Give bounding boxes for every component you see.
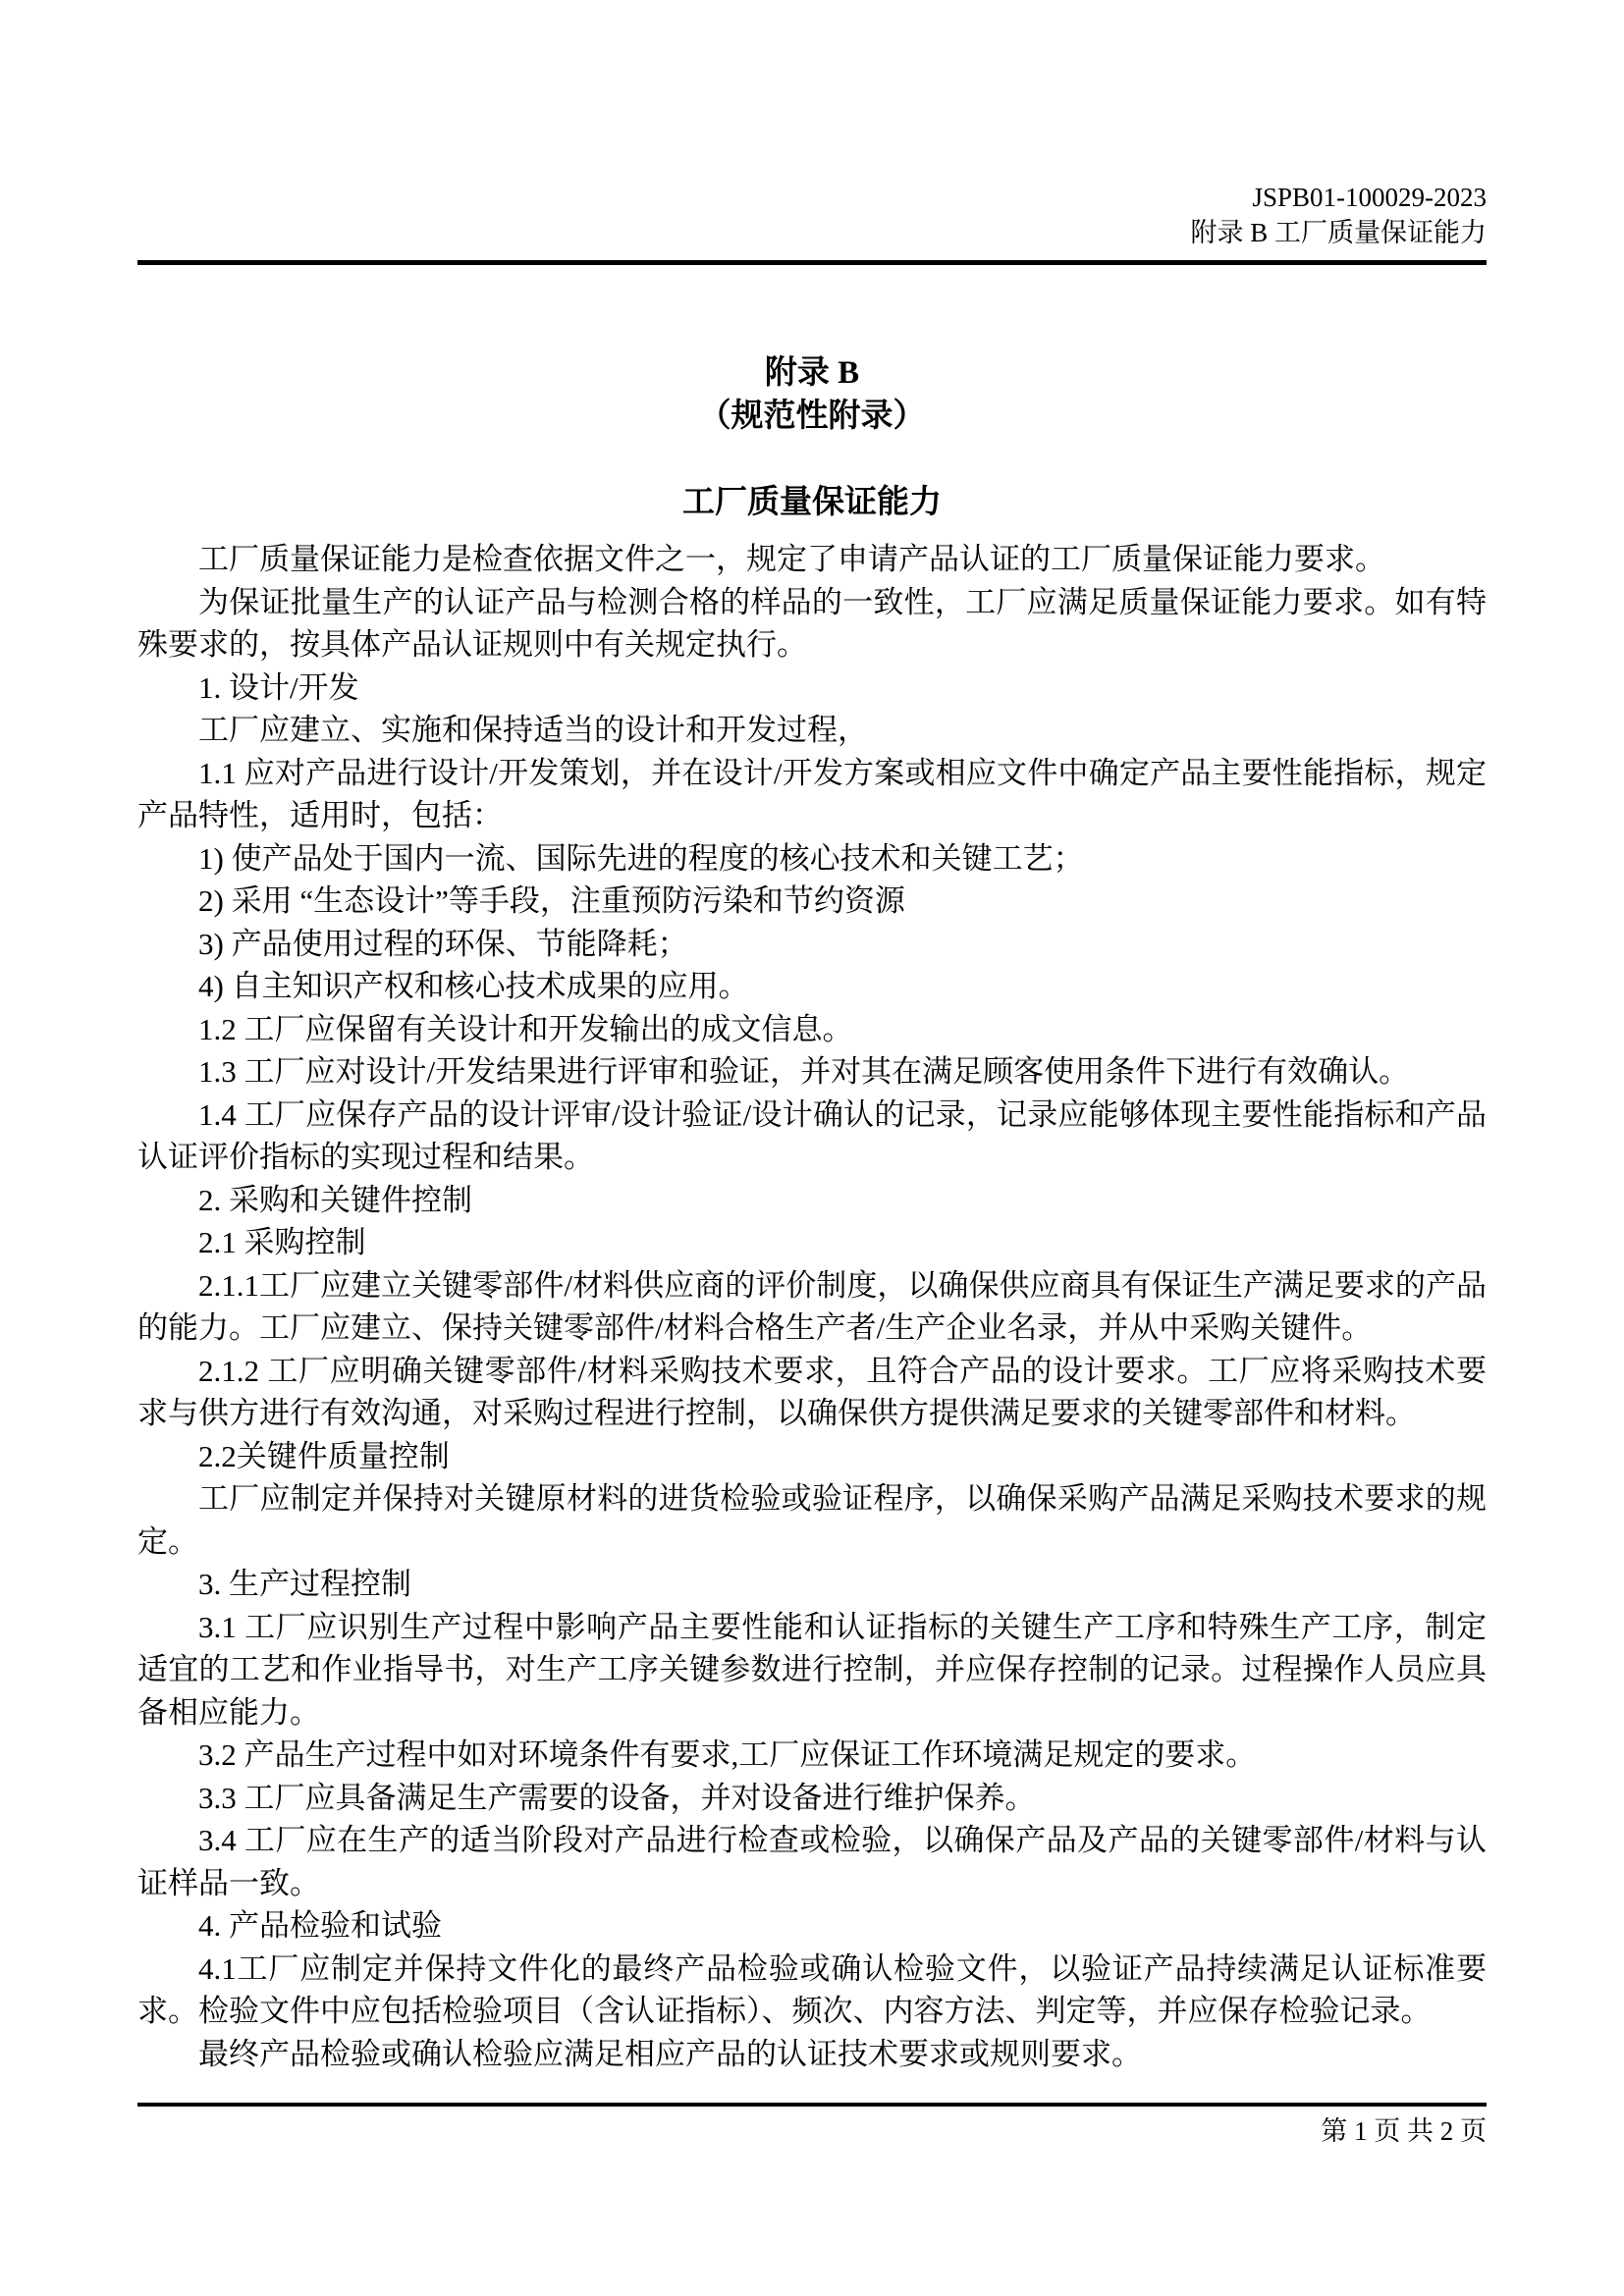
footer-rule (137, 2103, 1487, 2107)
paragraph: 2.1 采购控制 (198, 1225, 366, 1259)
paragraph: 3) 产品使用过程的环保、节能降耗； (198, 926, 688, 961)
header-doc-number: JSPB01-100029-2023 (1252, 183, 1487, 212)
paragraph: 4.1工厂应制定并保持文件化的最终产品检验或确认检验文件，以验证产品持续满足认证标准要求。检验文件中应包括检验项目（含认证指标）、频次、内容方法、判定等，并应保存检验记录。 (137, 1950, 1487, 2028)
paragraph: 2.1.2 工厂应明确关键零部件/材料采购技术要求，且符合产品的设计要求。工厂应将采购技术要求与供方进行有效沟通，对采购过程进行控制，以确保供方提供满足要求的关键零部件和材料。 (137, 1353, 1487, 1430)
page-footer (137, 2103, 1487, 2148)
paragraph: 工厂质量保证能力是检查依据文件之一，规定了申请产品认证的工厂质量保证能力要求。 (198, 542, 1385, 576)
title-block (137, 351, 1487, 438)
paragraph: 1.4 工厂应保存产品的设计评审/设计验证/设计确认的记录，记录应能够体现主要性能指标和产品认证评价指标的实现过程和结果。 (137, 1096, 1487, 1174)
header-doc-title: 附录 B 工厂质量保证能力 (1190, 218, 1487, 247)
paragraph: 1) 使产品处于国内一流、国际先进的程度的核心技术和关键工艺； (198, 840, 1084, 876)
paragraph: 3.4 工厂应在生产的适当阶段对产品进行检查或检验，以确保产品及产品的关键零部件/材料与认证样品一致。 (137, 1823, 1487, 1900)
paragraph: 1.3 工厂应对设计/开发结果进行评审和验证，并对其在满足顾客使用条件下进行有效确认。 (198, 1054, 1410, 1089)
paragraph: 1.2 工厂应保留有关设计和开发输出的成文信息。 (198, 1011, 853, 1046)
appendix-subtitle: （规范性附录） (698, 399, 926, 434)
section-title: 工厂质量保证能力 (682, 485, 942, 520)
paragraph: 1. 设计/开发 (198, 669, 359, 705)
appendix-title: 附录 B (764, 355, 860, 391)
paragraph: 2) 采用 “生态设计”等手段，注重预防污染和节约资源 (198, 883, 905, 918)
paragraph: 4) 自主知识产权和核心技术成果的应用。 (198, 969, 749, 1003)
paragraph: 2. 采购和关键件控制 (198, 1182, 472, 1217)
paragraph: 3.3 工厂应具备满足生产需要的设备，并对设备进行维护保养。 (198, 1780, 1036, 1815)
paragraph: 工厂应建立、实施和保持适当的设计和开发过程， (198, 713, 868, 747)
paragraph: 1.1 应对产品进行设计/开发策划，并在设计/开发方案或相应文件中确定产品主要性能指标，规定产品特性，适用时，包括： (137, 755, 1487, 832)
footer-page-number: 第 1 页 共 2 页 (1321, 2116, 1487, 2146)
paragraph: 为保证批量生产的认证产品与检测合格的样品的一致性，工厂应满足质量保证能力要求。如有特殊要求的，按具体产品认证规则中有关规定执行。 (137, 584, 1487, 662)
body-paragraphs (137, 538, 1487, 2075)
paragraph: 2.2关键件质量控制 (198, 1438, 450, 1473)
paragraph: 3. 生产过程控制 (198, 1567, 411, 1601)
paragraph: 4. 产品检验和试验 (198, 1908, 442, 1943)
paragraph: 3.1 工厂应识别生产过程中影响产品主要性能和认证指标的关键生产工序和特殊生产工序，制定适宜的工艺和作业指导书，对生产工序关键参数进行控制，并应保存控制的记录。过程操作人员应具备相应能力。 (137, 1609, 1487, 1730)
page-header (137, 0, 1487, 250)
paragraph: 2.1.1工厂应建立关键零部件/材料供应商的评价制度，以确保供应商具有保证生产满足要求的产品的能力。工厂应建立、保持关键零部件/材料合格生产者/生产企业名录，并从中采购关键件。 (137, 1267, 1487, 1345)
paragraph: 3.2 产品生产过程中如对环境条件有要求,工厂应保证工作环境满足规定的要求。 (198, 1737, 1257, 1772)
paragraph: 最终产品检验或确认检验应满足相应产品的认证技术要求或规则要求。 (198, 2036, 1142, 2071)
paragraph: 工厂应制定并保持对关键原材料的进货检验或验证程序，以确保采购产品满足采购技术要求的规定。 (137, 1481, 1487, 1559)
header-rule (137, 260, 1487, 265)
